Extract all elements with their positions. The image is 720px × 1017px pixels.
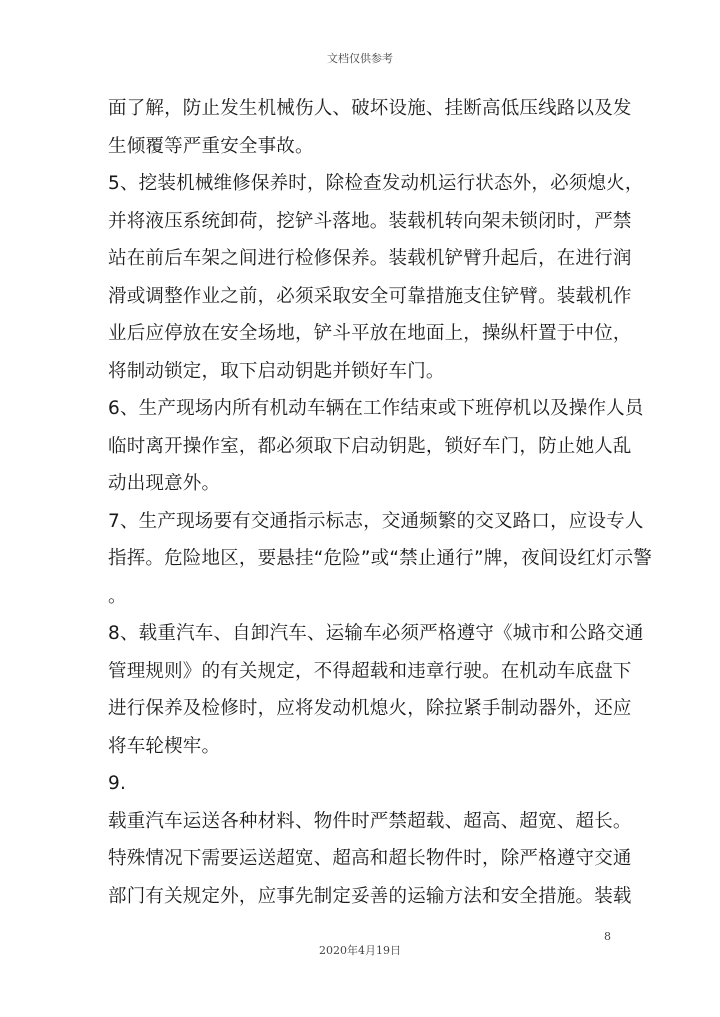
text-line: 面了解，防止发生机械伤人、破坏设施、挂断高低压线路以及发 bbox=[108, 98, 632, 119]
page-header: 文档仅供参考 bbox=[327, 52, 393, 65]
text-line: 6、生产现场内所有机动车辆在工作结束或下班停机以及操作人员 bbox=[108, 398, 644, 419]
text-line: 特殊情况下需要运送超宽、超高和超长物件时，除严格遵守交通 bbox=[108, 848, 632, 869]
text-line: 。 bbox=[108, 585, 127, 607]
text-line: 滑或调整作业之前，必须采取安全可靠措施支住铲臂。装载机作 bbox=[108, 285, 632, 307]
text-line: 8、载重汽车、自卸汽车、运输车必须严格遵守《城市和公路交通 bbox=[108, 623, 644, 644]
text-line: 部门有关规定外，应事先制定妥善的运输方法和安全措施。装载 bbox=[108, 885, 632, 907]
text-line: 指挥。危险地区，要悬挂“危险”或“禁止通行”牌，夜间设红灯示警 bbox=[108, 548, 653, 569]
page-number: 8 bbox=[604, 930, 611, 943]
body-text bbox=[108, 90, 653, 915]
text-line: 载重汽车运送各种材料、物件时严禁超载、超高、超宽、超长。 bbox=[108, 810, 632, 832]
text-line: 并将液压系统卸荷，挖铲斗落地。装载机转向架未锁闭时，严禁 bbox=[108, 210, 632, 232]
text-line: 将车轮楔牢。 bbox=[108, 735, 221, 757]
text-line: 7、生产现场要有交通指示标志，交通频繁的交叉路口，应设专人 bbox=[108, 510, 644, 532]
text-line: 站在前后车架之间进行检修保养。装载机铲臂升起后，在进行润 bbox=[108, 248, 632, 269]
text-line: 生倾覆等严重安全事故。 bbox=[108, 135, 314, 157]
text-line: 管理规则》的有关规定，不得超载和违章行驶。在机动车底盘下 bbox=[108, 660, 632, 682]
text-line: 将制动锁定，取下启动钥匙并锁好车门。 bbox=[108, 360, 445, 382]
text-line: 业后应停放在安全场地，铲斗平放在地面上，操纵杆置于中位， bbox=[108, 323, 632, 344]
text-line: 进行保养及检修时，应将发动机熄火，除拉紧手制动器外，还应 bbox=[108, 698, 632, 719]
text-line: 动出现意外。 bbox=[108, 473, 221, 494]
text-line: 5、挖装机械维修保养时，除检查发动机运行状态外，必须熄火， bbox=[108, 173, 644, 194]
text-line: 临时离开操作室，都必须取下启动钥匙，锁好车门，防止她人乱 bbox=[108, 435, 632, 457]
text-line: 9. bbox=[108, 773, 127, 794]
footer-date: 2020年4月19日 bbox=[319, 944, 401, 957]
